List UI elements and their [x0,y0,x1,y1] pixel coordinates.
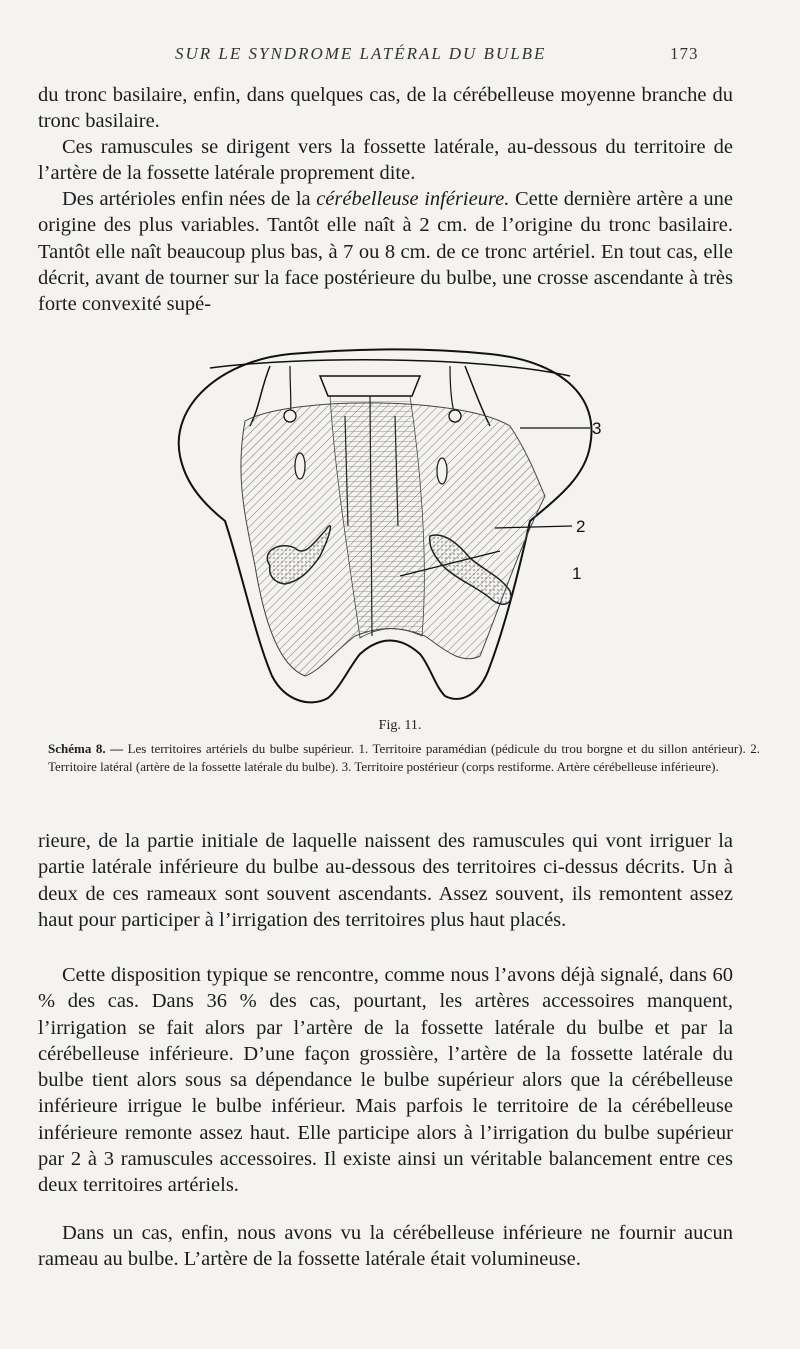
figure-caption [48,740,760,775]
paragraph-4: rieure, de la partie initiale de laquelle naissent des ramuscules qui vont irriguer la partie latérale inférieure du bulbe au-dessous des territoires ci-dessus décrits. Un à deux de ces rameaux sont souvent ascendants. Assez souvent, ils remontent assez haut pour participer à l’irrigation des territoires plus haut placés. [38,830,733,931]
caption-lead: Schéma 8. — [48,741,124,756]
running-title: SUR LE SYNDROME LATÉRAL DU BULBE [175,44,547,63]
paragraph-3-end: Cette dernière artère a une origine des plus variables. Tantôt elle naît à 2 cm. de l’origine du tronc basilaire. Tantôt elle naît beaucoup plus bas, à 7 ou 8 cm. de ce tronc artériel. En tout cas, elle décrit, avant de tourner sur la face postérieure du bulbe, une crosse ascendante à très forte convexité supé- [38,188,733,316]
paragraph-2: Ces ramuscules se dirigent vers la fossette latérale, au-dessous du territoire de l’artère de la fossette latérale proprement dite. [38,136,733,185]
paragraph-5: Cette disposition typique se rencontre, comme nous l’avons déjà signalé, dans 60 % des cas. Dans 36 % des cas, pourtant, les artères accessoires manquent, l’irrigation se fait alors par l’artère de la fossette latérale du bulbe et par la cérébelleuse inférieure. D’une façon grossière, l’artère de la fossette latérale du bulbe tient alors sous sa dépendance le bulbe supérieur alors que la cérébelleuse inférieure irrigue le bulbe inférieur. Mais parfois le territoire de la cérébelleuse inférieure remonte assez haut. Elle participe alors à l’irrigation du bulbe supérieur par 2 à 3 ramuscules accessoires. Il existe ainsi un véritable balancement entre ces deux territoires artériels. [38,964,733,1197]
medulla-diagram [160,336,620,716]
label-2: 2 [576,517,586,536]
page-number: 173 [670,44,699,63]
running-header [0,44,800,68]
right-vessel [449,410,461,422]
label-1: 1 [572,564,582,583]
paragraph-1: du tronc basilaire, enfin, dans quelques cas, de la cérébelleuse moyenne branche du tronc basilaire. [38,84,733,133]
label-3: 3 [592,419,602,438]
left-nucleus [295,453,305,479]
caption-text: Les territoires artériels du bulbe supérieur. 1. Territoire paramédian (pédicule du trou borgne et du sillon antérieur). 2. Territoire latéral (artère de la fossette latérale du bulbe). 3. Territoire postérieur (corps restiforme. Artère cérébelleuse inférieure). [48,741,760,774]
pyramid-notch [320,376,420,396]
left-vessel [284,410,296,422]
paragraph-3-italic: cérébelleuse inférieure. [316,188,510,210]
paragraph-3 [38,186,733,317]
figure-label: Fig. 11. [378,718,422,733]
right-nucleus [437,458,447,484]
paragraph-6: Dans un cas, enfin, nous avons vu la cérébelleuse inférieure ne fournir aucun rameau au bulbe. L’artère de la fossette latérale était volumineuse. [38,1222,733,1271]
paragraph-3-start: Des artérioles enfin nées de la [62,188,317,210]
